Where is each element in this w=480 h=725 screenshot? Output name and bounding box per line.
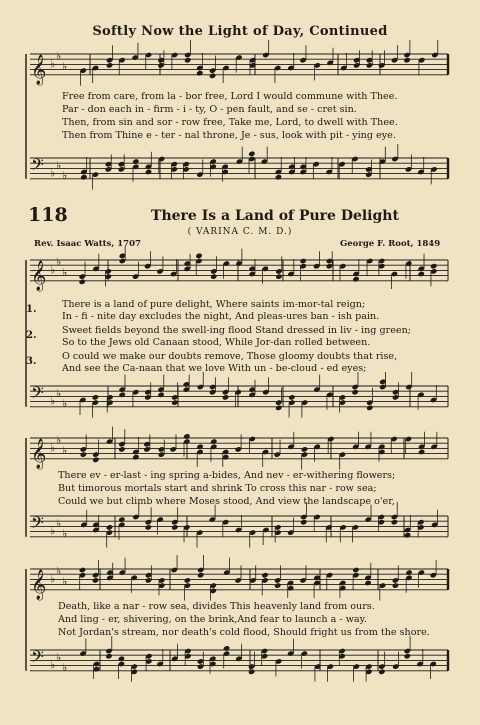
top-lyric-2: Par - don each in - firm - i - ty, O - pen fault, and se - cret sin. bbox=[62, 104, 357, 115]
top-system-treble-notehead bbox=[403, 57, 410, 63]
system-2-treble-notehead bbox=[132, 454, 139, 460]
system-2-flat-icon: ♭ bbox=[56, 433, 62, 447]
system-1-flat-icon: ♭ bbox=[50, 263, 56, 277]
system-1-bass-notehead bbox=[92, 394, 99, 400]
system-3-bass-notehead bbox=[378, 669, 385, 675]
system-3-flat-icon: ♭ bbox=[56, 650, 62, 664]
system-1-bass-notehead bbox=[366, 405, 373, 411]
system-2-bass-notehead bbox=[118, 516, 125, 522]
system-3-treble-notehead bbox=[392, 582, 399, 588]
system-1-treble-clef-icon: 𝄞 bbox=[31, 260, 47, 291]
system-3-flat-icon: ♭ bbox=[62, 575, 68, 588]
system-2-bass-notehead bbox=[106, 524, 113, 530]
top-system-flat-icon: ♭ bbox=[62, 60, 68, 73]
system-2-bass-notehead bbox=[171, 524, 178, 530]
system-1-bass-notehead bbox=[288, 394, 295, 400]
system-3-treble-notehead bbox=[92, 577, 99, 583]
system-2-flat-icon: ♭ bbox=[62, 527, 68, 541]
top-system-flat-icon: ♭ bbox=[56, 158, 62, 172]
system-2-treble-notehead bbox=[210, 438, 217, 444]
system-1-treble-notehead bbox=[210, 273, 217, 279]
top-system-bass-notehead bbox=[275, 174, 282, 180]
system-2-bass-notehead bbox=[404, 532, 411, 538]
system-3-treble-notehead bbox=[364, 580, 371, 586]
composer-credit: George F. Root, 1849 bbox=[340, 239, 441, 249]
system-1-flat-icon: ♭ bbox=[62, 397, 68, 411]
top-system-treble-notehead bbox=[209, 73, 216, 79]
page-header: Softly Now the Light of Day, Continued bbox=[92, 24, 388, 39]
top-system-flat-icon: ♭ bbox=[56, 49, 62, 63]
system-1-treble-notehead bbox=[300, 258, 307, 264]
s3-lyric-3: Not Jordan's stream, nor death's cold flood, Should fright us from the shore. bbox=[58, 627, 430, 638]
system-1-flat-icon: ♭ bbox=[56, 386, 62, 400]
s1-lyric-6: And see the Ca-naan that we love With un - be-cloud - ed eyes; bbox=[62, 363, 367, 374]
system-2-treble-notehead bbox=[183, 433, 190, 439]
system-2-bass-notehead bbox=[300, 519, 307, 525]
system-3-treble-notehead bbox=[197, 572, 204, 578]
system-3-bass-notehead bbox=[404, 653, 411, 659]
s1-lyric-3: Sweet fields beyond the swell-ing flood Stand dressed in liv - ing green; bbox=[62, 325, 411, 336]
system-1-treble-notehead bbox=[418, 271, 425, 277]
system-3-bass-notehead bbox=[248, 669, 255, 675]
s2-lyric-2: But timorous mortals start and shrink To cross this nar - row sea; bbox=[58, 483, 377, 494]
system-3-treble-notehead bbox=[261, 572, 268, 578]
system-1-flat-icon: ♭ bbox=[56, 255, 62, 269]
top-lyric-3: Then, from sin and sor - row free, Take me, Lord, to dwell with Thee. bbox=[62, 117, 398, 128]
top-system-flat-icon: ♭ bbox=[62, 169, 68, 183]
s1-lyric-1: There is a land of pure delight, Where saints im-mor-tal reign; bbox=[62, 299, 366, 310]
system-3-flat-icon: ♭ bbox=[62, 661, 68, 675]
system-3-treble-notehead bbox=[274, 582, 281, 588]
verse-number-1: 1. bbox=[26, 304, 37, 315]
system-2-bass-clef-icon: 𝄢 bbox=[31, 512, 44, 537]
top-lyric-1: Free from care, from la - bor free, Lord I would commune with Thee. bbox=[62, 91, 398, 102]
author-credit: Rev. Isaac Watts, 1707 bbox=[34, 239, 141, 249]
s1-lyric-2: In - fi - nite day excludes the night, And pleas-ures ban - ish pain. bbox=[62, 311, 380, 322]
s3-lyric-1: Death, like a nar - row sea, divides This heavenly land from ours. bbox=[58, 601, 375, 612]
top-system-treble-notehead bbox=[184, 57, 191, 63]
top-lyric-4: Then from Thine e - ter - nal throne, Je - sus, look with pit - ying eye. bbox=[62, 130, 396, 141]
top-system-bass-notehead bbox=[132, 158, 139, 164]
tune-name: ( VARINA C. M. D.) bbox=[187, 227, 293, 237]
system-2-flat-icon: ♭ bbox=[50, 524, 56, 538]
system-1-bass-notehead bbox=[157, 392, 164, 398]
system-1-flat-icon: ♭ bbox=[62, 266, 68, 279]
hymn-title: There Is a Land of Pure Delight bbox=[151, 208, 399, 224]
system-1-treble-notehead bbox=[275, 273, 282, 279]
system-2-flat-icon: ♭ bbox=[62, 444, 68, 457]
system-2-treble-notehead bbox=[92, 457, 99, 463]
top-system-treble-notehead bbox=[106, 62, 113, 68]
system-1-treble-notehead bbox=[195, 253, 202, 259]
system-2-treble-notehead bbox=[118, 446, 125, 452]
system-3-treble-clef-icon: 𝄞 bbox=[31, 569, 47, 600]
top-system-flat-icon: ♭ bbox=[50, 166, 56, 180]
system-2-treble-notehead bbox=[418, 449, 425, 455]
system-1-bass-notehead bbox=[222, 394, 229, 400]
system-2-flat-icon: ♭ bbox=[56, 516, 62, 530]
system-1-treble-notehead bbox=[352, 276, 359, 282]
system-3-bass-clef-icon: 𝄢 bbox=[31, 646, 44, 671]
top-system-treble-notehead bbox=[196, 70, 203, 76]
s1-lyric-5: O could we make our doubts remove, Those gloomy doubts that rise, bbox=[62, 351, 398, 362]
system-3-flat-icon: ♭ bbox=[50, 572, 56, 586]
top-system-bass-notehead bbox=[80, 174, 87, 180]
top-system-flat-icon: ♭ bbox=[50, 57, 56, 71]
system-2-treble-notehead bbox=[196, 444, 203, 450]
system-3-flat-icon: ♭ bbox=[56, 564, 62, 578]
system-2-treble-clef-icon: 𝄞 bbox=[31, 438, 47, 469]
system-2-flat-icon: ♭ bbox=[50, 441, 56, 455]
system-1-bass-notehead bbox=[351, 389, 358, 395]
system-3-treble-notehead bbox=[313, 575, 320, 581]
system-1-bass-notehead bbox=[171, 399, 178, 405]
system-3-bass-notehead bbox=[118, 656, 125, 662]
system-2-bass-notehead bbox=[391, 519, 398, 525]
verse-number-3: 3. bbox=[26, 356, 37, 367]
system-1-bass-notehead bbox=[275, 405, 282, 411]
system-3-bass-notehead bbox=[105, 653, 112, 659]
system-1-treble-notehead bbox=[430, 263, 437, 269]
system-1-flat-icon: ♭ bbox=[50, 394, 56, 408]
system-1-bass-clef-icon: 𝄢 bbox=[31, 382, 44, 407]
system-3-treble-notehead bbox=[352, 567, 359, 573]
verse-number-2: 2. bbox=[26, 330, 37, 341]
s3-lyric-2: And ling - er, shivering, on the brink,And fear to launch a - way. bbox=[58, 614, 367, 625]
hymn-number: 118 bbox=[28, 204, 68, 226]
system-3-treble-notehead bbox=[405, 569, 412, 575]
system-2-bass-notehead bbox=[145, 524, 152, 530]
system-1-treble-notehead bbox=[79, 279, 86, 285]
system-3-flat-icon: ♭ bbox=[50, 658, 56, 672]
system-3-treble-notehead bbox=[184, 577, 191, 583]
system-1-bass-notehead bbox=[118, 392, 125, 398]
top-system-treble-clef-icon: 𝄞 bbox=[31, 54, 47, 85]
system-2-treble-notehead bbox=[80, 451, 87, 457]
system-3-bass-notehead bbox=[223, 645, 230, 651]
system-3-treble-notehead bbox=[79, 567, 86, 573]
s1-lyric-4: So to the Jews old Canaan stood, While Jor-dan rolled between. bbox=[62, 337, 371, 348]
top-system-bass-notehead bbox=[145, 169, 152, 175]
s2-lyric-1: There ev - er-last - ing spring a-bides, And nev - er-withering flowers; bbox=[58, 470, 396, 481]
top-system-bass-clef-icon: 𝄢 bbox=[31, 154, 44, 179]
system-2-treble-notehead bbox=[301, 446, 308, 452]
top-system-bass-notehead bbox=[248, 151, 255, 157]
s2-lyric-3: Could we but climb where Moses stood, And view the landscape o'er, bbox=[58, 496, 395, 507]
